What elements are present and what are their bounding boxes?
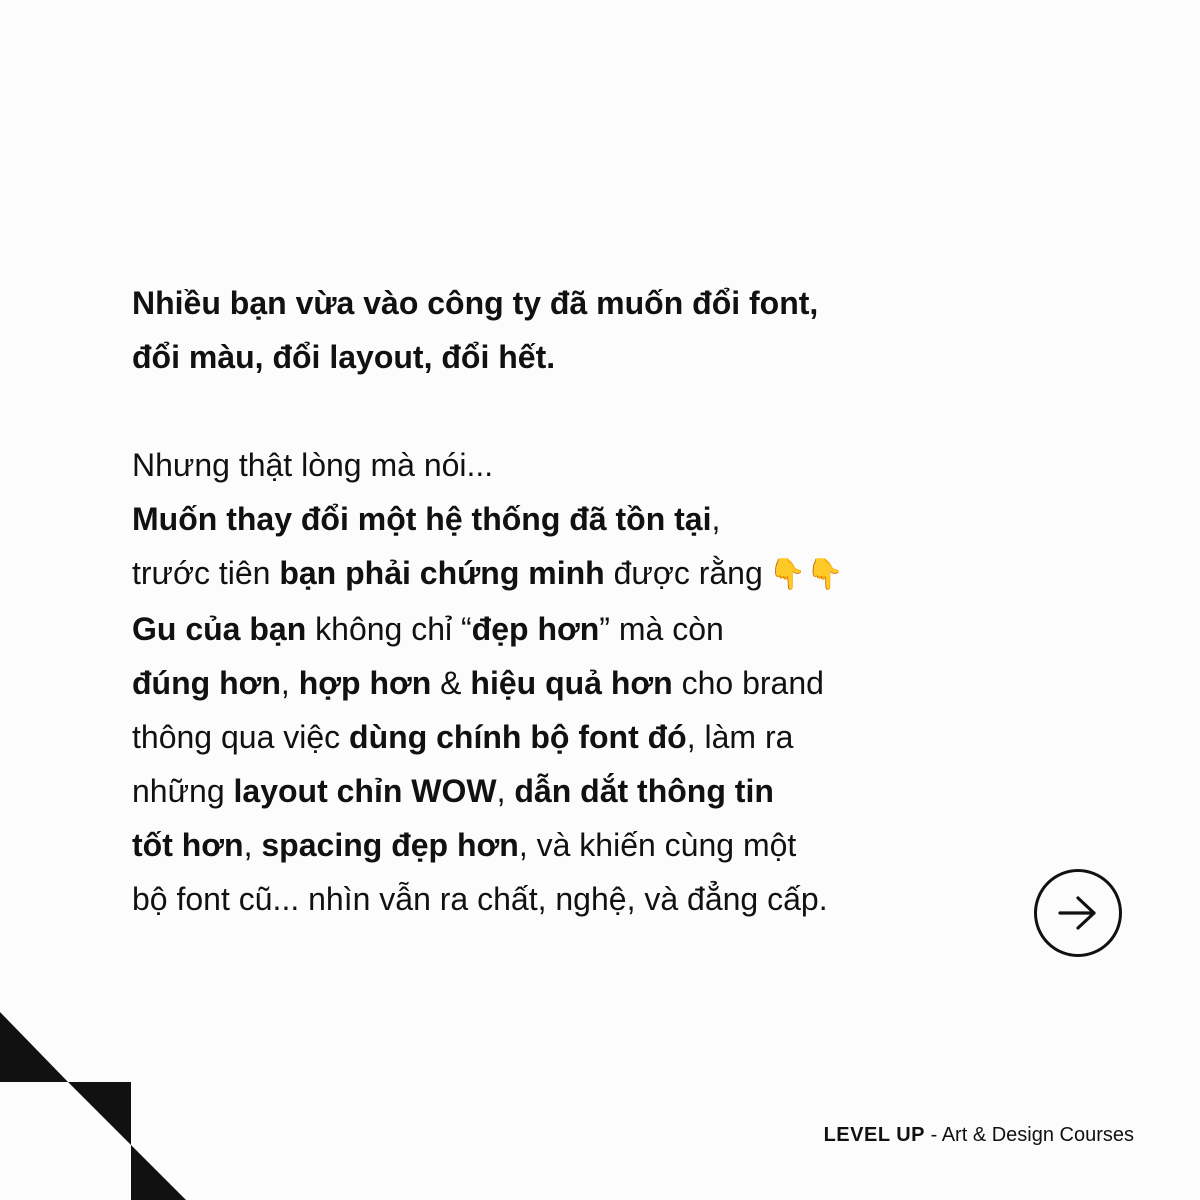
footer-separator: - — [925, 1124, 942, 1146]
body-line-7 — [132, 764, 1032, 818]
text-fragment: & — [431, 665, 471, 701]
bold-phrase: hiệu quả hơn — [470, 665, 673, 701]
body-line-6 — [132, 710, 1032, 764]
bold-phrase: dẫn dắt thông tin — [514, 773, 774, 809]
text-fragment: được rằng — [604, 555, 763, 591]
bold-phrase: dùng chính bộ font đó — [349, 719, 687, 755]
bold-phrase: spacing đẹp hơn — [261, 827, 519, 863]
corner-triangles-decoration — [0, 1012, 190, 1200]
text-fragment: những — [132, 773, 234, 809]
headline — [132, 276, 1032, 384]
bold-phrase: đẹp hơn — [471, 611, 600, 647]
bold-phrase: layout chỉn WOW — [233, 773, 497, 809]
body-line-4 — [132, 602, 1032, 656]
text-fragment: thông qua việc — [132, 719, 350, 755]
body-line-9: bộ font cũ... nhìn vẫn ra chất, nghệ, và đẳng cấp. — [132, 881, 828, 917]
bold-phrase: hợp hơn — [298, 665, 432, 701]
next-slide-button[interactable] — [1034, 869, 1122, 957]
text-fragment: , — [496, 773, 515, 809]
body-text — [132, 438, 1032, 926]
body-line-5 — [132, 656, 1032, 710]
bold-phrase: tốt hơn — [132, 827, 244, 863]
body-line-8 — [132, 818, 1032, 872]
pointing-down-hands-icon: 👇👇 — [768, 558, 844, 591]
text-fragment: trước tiên — [132, 555, 280, 591]
footer-branding — [824, 1124, 1134, 1147]
text-fragment: ” mà còn — [599, 611, 724, 647]
brand-name: LEVEL UP — [823, 1124, 926, 1146]
body-line-1: Nhưng thật lòng mà nói... — [132, 447, 494, 483]
bold-phrase: bạn phải chứng minh — [279, 555, 605, 591]
body-line-2 — [132, 492, 1032, 546]
headline-line-2: đổi màu, đổi layout, đổi hết. — [132, 339, 556, 375]
text-fragment: không chỉ “ — [306, 611, 472, 647]
text-fragment: cho brand — [672, 665, 824, 701]
body-line-3 — [132, 546, 1032, 602]
text-fragment: , và khiến cùng một — [518, 827, 797, 863]
arrow-right-icon — [1056, 893, 1100, 933]
brand-tagline: Art & Design Courses — [941, 1124, 1134, 1146]
bold-phrase: Gu của bạn — [132, 611, 307, 647]
text-fragment: , — [711, 501, 721, 537]
bold-phrase: Muốn thay đổi một hệ thống đã tồn tại — [132, 501, 712, 537]
headline-line-1: Nhiều bạn vừa vào công ty đã muốn đổi font, — [132, 285, 819, 321]
bold-phrase: đúng hơn — [132, 665, 281, 701]
text-fragment: , làm ra — [686, 719, 794, 755]
text-fragment: , — [280, 665, 299, 701]
text-fragment: , — [243, 827, 262, 863]
